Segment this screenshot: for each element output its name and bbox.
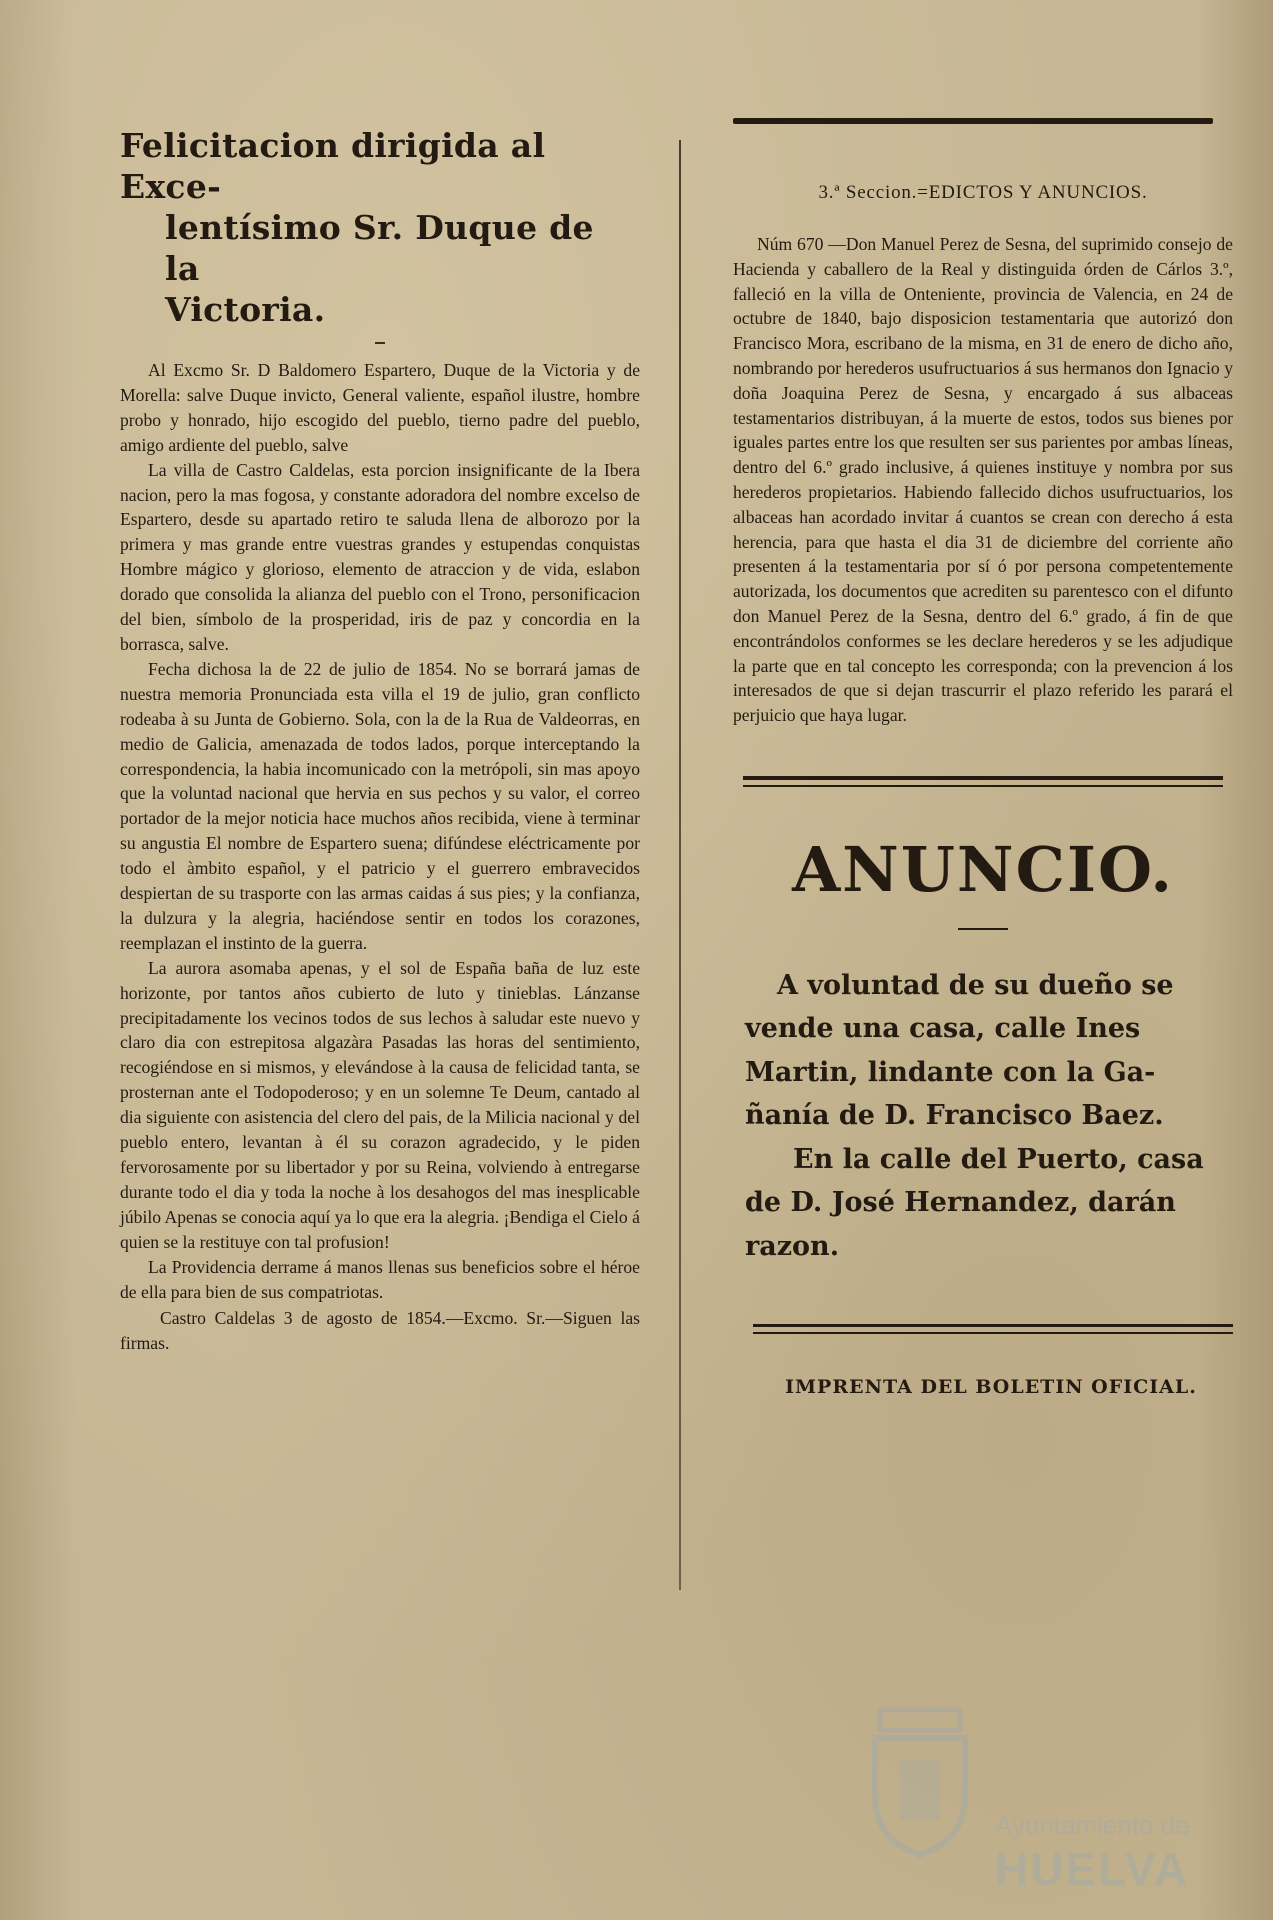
title-line: Victoria. — [165, 290, 326, 329]
column-divider — [679, 140, 681, 1590]
article-title — [120, 125, 640, 330]
article-paragraph: La villa de Castro Caldelas, esta porcion insignificante de la Ibera nacion, pero la mas fogosa, y constante adoradora del nombre excelso de Espartero, desde su apartado retiro te saluda llena de alborozo por la primera y mas grande entre vuestras grandes y estupendas conquistas Hombre mágico y glorioso, elemento de atraccion y de vida, eslabon dorado que consolida la alianza del pueblo con el Trono, personificacion del bien, símbolo de la prosperidad, iris de paz y concordia en la borrasca, salve. — [120, 459, 640, 654]
article-paragraph: La Providencia derrame á manos llenas sus beneficios sobre el héroe de ella para bien de sus compatriotas. — [120, 1256, 640, 1302]
imprint: IMPRENTA DEL BOLETIN OFICIAL. — [785, 1376, 1197, 1399]
article-paragraph: La aurora asomaba apenas, y el sol de España baña de luz este horizonte, por tantos años cubierto de luto y tinieblas. Lánzanse precipitadamente los vecinos todos de sus lechos à saludar este nuevo y claro dia con estrepitosa algazàra Pasadas las horas del sentimiento, recogiéndose en si mismos, y elevándose à la causa de felicidad tanta, se prosternan ante el Todopoderoso; y en un solemne Te Deum, cantado al dia siguiente con asistencia del clero del pais, de la Milicia nacional y del pueblo entero, levantan à él su corazon agradecido, y le piden fervorosamente por su libertador y por su Reina, volviendo à entregarse durante todo el dia y toda la noche à los desahogos del mas inesplicable júbilo Apenas se conocia aquí ya lo que era la alegria. ¡Bendiga el Cielo á quien se la restituye con tal profusion! — [120, 957, 640, 1252]
watermark — [860, 1700, 1220, 1895]
crest-icon — [860, 1700, 980, 1860]
edict-notice — [733, 232, 1233, 728]
anuncio-line: de D. José Hernandez, darán — [745, 1187, 1176, 1219]
double-rule — [753, 1324, 1233, 1334]
felicitacion-article — [120, 125, 640, 1356]
title-line: lentísimo Sr. Duque de la — [165, 208, 594, 288]
article-paragraph: Fecha dichosa la de 22 de julio de 1854. No se borrará jamas de nuestra memoria Pronunciada esta villa el 19 de julio, gran conflicto rodeaba à su Junta de Gobierno. Sola, con la de la Rua de Valdeorras, en medio de Galicia, amenazada de todos lados, porque interceptando la correspondencia, la habia incomunicado con la metrópoli, sin mas apoyo que la voluntad nacional que hervia en sus pechos y su valor, el correo portador de la mejor noticia hace muchos años recibida, viene à terminar su angustia El nombre de Espartero suena; difúndese eléctricamente por todo el àmbito español, y el patricio y el guerrero embravecidos despiertan de su trasporte con las armas caidas á sus pies; y la confianza, la dulzura y la alegria, haciéndose sentir en todos los corazones, reemplazan el instinto de la guerra. — [120, 658, 640, 953]
title-line: Felicitacion dirigida al Exce- — [120, 126, 546, 206]
top-rule — [733, 118, 1213, 124]
anuncio-dash — [958, 928, 1008, 930]
anuncio-heading: ANUNCIO. — [792, 832, 1174, 906]
title-dash — [375, 342, 385, 344]
anuncio-line: ñanía de D. Francisco Baez. — [745, 1100, 1164, 1132]
anuncio-line: vende una casa, calle Ines — [745, 1013, 1141, 1045]
double-rule — [743, 776, 1223, 787]
anuncio-line: En la calle del Puerto, casa — [793, 1143, 1204, 1175]
section-heading: 3.ª Seccion.=EDICTOS Y ANUNCIOS. — [818, 182, 1148, 203]
watermark-line: HUELVA — [995, 1843, 1190, 1895]
anuncio-line: razon. — [745, 1230, 840, 1262]
article-body — [120, 358, 640, 1304]
anuncio-body — [733, 964, 1233, 1269]
anuncio-line: A voluntad de su dueño se — [777, 969, 1174, 1001]
watermark-line: Ayuntamiento de — [995, 1810, 1190, 1840]
article-signoff: Castro Caldelas 3 de agosto de 1854.—Excmo. Sr.—Siguen las firmas. — [120, 1308, 640, 1354]
right-column — [733, 118, 1233, 1398]
anuncio-line: Martin, lindante con la Ga- — [745, 1056, 1156, 1088]
article-paragraph: Al Excmo Sr. D Baldomero Espartero, Duque de la Victoria y de Morella: salve Duque invicto, General valiente, español ilustre, hombre probo y honrado, hijo escogido del pueblo, tierno padre del pueblo, amigo ardiente del pueblo, salve — [120, 360, 640, 455]
edict-text: Núm 670 —Don Manuel Perez de Sesna, del suprimido consejo de Hacienda y caballero de la Real y distinguida órden de Cárlos 3.º, falleció en la villa de Onteniente, provincia de Valencia, en 24 de octubre de 1840, bajo disposicion testamentaria que autorizó don Francisco Mora, escribano de la misma, en 31 de enero de dicho año, nombrando por herederos usufructuarios á sus hermanos don Ignacio y doña Joaquina Perez de Sesna, y encargado á sus albaceas testamentarios distribuyan, á la muerte de estos, todos sus bienes por iguales partes entre los que resulten ser sus parientes por ambas líneas, dentro del 6.º grado inclusive, á quienes instituye y nombra por sus herederos propietarios. Habiendo fallecido dichos usufructuarios, los albaceas han acordado invitar á cuantos se crean con derecho á esta herencia, para que hasta el dia 31 de diciembre del corriente año presenten á la testamentaria por sí ó por persona competentemente autorizada, los documentos que acrediten su parentesco con el difunto don Manuel Perez de la Sesna, dentro del 6.º grado, á fin de que encontrándolos conformes se les declare herederos y se les adjudique la parte que en tal concepto les corresponda; con la prevencion á los interesados de que si dejan trascurrir el plazo referido les parará el perjuicio que haya lugar. — [733, 234, 1233, 726]
